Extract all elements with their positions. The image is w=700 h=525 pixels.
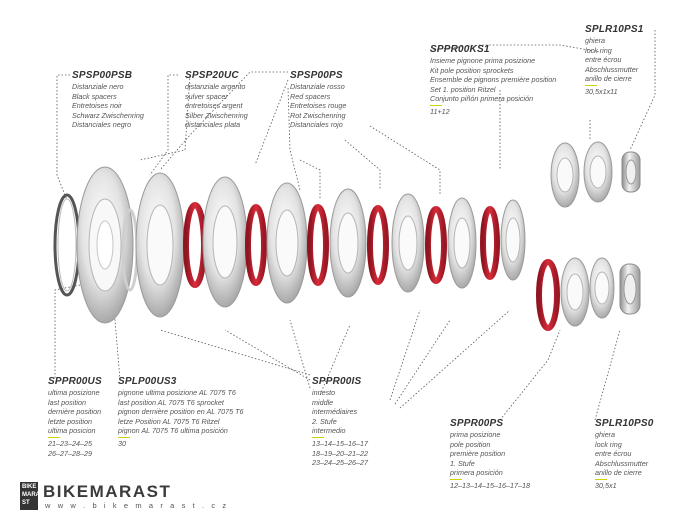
- red-spacer-5: [428, 209, 444, 281]
- size-text: 21–23–24–25: [48, 438, 92, 448]
- accent-underline: [585, 85, 597, 86]
- last-position-sprocket: [77, 167, 133, 323]
- desc-line: Distanciales rojo: [290, 120, 343, 130]
- label-splr10ps1: [585, 24, 644, 97]
- first-position-sprockets-lower: [561, 258, 614, 326]
- part-code: SPLR10PS0: [595, 418, 654, 429]
- desc-line: Schwarz Zwischenring: [72, 110, 144, 120]
- red-spacer-6: [483, 209, 497, 277]
- desc-line: Abschlussmutter: [585, 64, 639, 74]
- accent-underline: [595, 479, 607, 480]
- desc-line: Black spacers: [72, 91, 117, 101]
- label-sppr00ks1: [430, 44, 556, 117]
- desc-line: Distanziale rosso: [290, 82, 345, 91]
- desc-line: Kit pole position sprockets: [430, 65, 514, 75]
- lock-ring-upper: [622, 152, 640, 192]
- label-sppr00ps: [450, 418, 530, 491]
- accent-underline: [48, 437, 60, 438]
- desc-line: letze Position AL 7075 T6 Ritzel: [118, 416, 220, 426]
- size-text: 18–19–20–21–22: [312, 448, 368, 458]
- size-text: 11+12: [430, 106, 450, 116]
- watermark-logo: [20, 482, 38, 510]
- desc-line: lock ring: [595, 439, 622, 449]
- desc-line: Abschlussmutter: [595, 458, 649, 468]
- red-spacer-3: [310, 207, 326, 283]
- part-code: SPSP20UC: [185, 70, 239, 81]
- label-splr10ps0: [595, 418, 654, 491]
- desc-line: entretoises argent: [185, 101, 243, 111]
- logo-text: ST: [22, 500, 30, 506]
- desc-line: dernière position: [48, 407, 102, 417]
- black-spacer-ring: [55, 195, 79, 295]
- desc-line: entre écrou: [585, 55, 622, 65]
- accent-underline: [430, 105, 442, 106]
- desc-line: anillo de cierre: [595, 468, 642, 478]
- label-spsp20uc: [185, 70, 248, 130]
- desc-line: pignone ultima posizione AL 7075 T6: [118, 388, 236, 397]
- sprocket-5: [392, 194, 424, 292]
- desc-line: letzte position: [48, 416, 92, 426]
- desc-line: ghiera: [595, 430, 615, 439]
- desc-line: Rot Zwischenring: [290, 110, 346, 120]
- desc-line: Red spacers: [290, 91, 331, 101]
- desc-line: Entretoises noir: [72, 101, 122, 111]
- red-spacer-4: [370, 208, 386, 282]
- accent-underline: [118, 437, 130, 438]
- size-text: 23–24–25–26–27: [312, 458, 368, 468]
- sprocket-4: [330, 189, 366, 297]
- sprocket-7: [501, 200, 525, 280]
- label-sppr00us: [48, 376, 102, 458]
- desc-line: intermédiaires: [312, 407, 358, 417]
- desc-line: Silber Zwischenring: [185, 110, 248, 120]
- desc-line: ghiera: [585, 36, 605, 45]
- desc-line: 1. Stufe: [450, 458, 475, 468]
- desc-line: primera posición: [450, 468, 503, 478]
- desc-line: intermedio: [312, 426, 346, 436]
- pole-position-kit-upper: [551, 142, 612, 207]
- desc-line: Entretoises rouge: [290, 101, 347, 111]
- desc-line: innesto: [312, 388, 336, 397]
- desc-line: last position: [48, 397, 86, 407]
- part-code: SPSP00PS: [290, 70, 343, 81]
- size-text: 13–14–15–16–17: [312, 438, 368, 448]
- logo-text: MARA: [22, 492, 40, 498]
- desc-line: Distanciales negro: [72, 120, 132, 130]
- part-code: SPSP00PSB: [72, 70, 133, 81]
- size-text: 30: [118, 438, 126, 448]
- size-text: 26–27–28–29: [48, 448, 92, 458]
- desc-line: entre écrou: [595, 449, 632, 459]
- desc-line: prima posizione: [450, 430, 501, 439]
- sprocket-6: [448, 198, 476, 288]
- red-spacer-2: [248, 207, 264, 283]
- part-code: SPPR00KS1: [430, 44, 490, 55]
- sprocket-2: [203, 177, 247, 307]
- desc-line: middle: [312, 397, 334, 407]
- accent-underline: [312, 437, 324, 438]
- desc-line: sulver spacer: [185, 91, 228, 101]
- desc-line: pignon dernière position en AL 7075 T6: [118, 407, 244, 417]
- desc-line: Conjunto piñón primera posición: [430, 94, 534, 104]
- sprocket-3: [267, 183, 307, 303]
- part-code: SPPR00US: [48, 376, 102, 387]
- label-splp00us3: [118, 376, 243, 449]
- size-text: 30,5x1: [595, 480, 617, 490]
- lock-ring-lower: [620, 264, 640, 314]
- desc-line: anillo de cierre: [585, 74, 632, 84]
- desc-line: distanciales plata: [185, 120, 241, 130]
- size-text: 12–13–14–15–16–17–18: [450, 480, 530, 490]
- desc-line: Ensemble de pignons première position: [430, 75, 557, 85]
- desc-line: last position AL 7075 T6 sprocket: [118, 397, 224, 407]
- label-sppr00is: [312, 376, 368, 468]
- label-spsp00ps: [290, 70, 346, 130]
- label-spsp00psb: [72, 70, 144, 130]
- logo-text: BIKE: [22, 484, 37, 490]
- al-sprocket: [136, 173, 184, 317]
- part-code: SPLR10PS1: [585, 24, 644, 35]
- red-spacer-lower: [539, 262, 557, 328]
- desc-line: première position: [450, 449, 506, 459]
- accent-underline: [450, 479, 462, 480]
- desc-line: Distanziale nero: [72, 82, 124, 91]
- desc-line: Set 1. position Ritzel: [430, 84, 496, 94]
- part-code: SPPR00PS: [450, 418, 504, 429]
- desc-line: Insieme pignone prima posizione: [430, 56, 536, 65]
- desc-line: ultima posicion: [48, 426, 96, 436]
- desc-line: 2. Stufe: [312, 416, 337, 426]
- part-code: SPPR00IS: [312, 376, 362, 387]
- desc-line: pignon AL 7075 T6 ultima posición: [118, 426, 228, 436]
- watermark-name: BIKEMARAST: [43, 482, 172, 501]
- desc-line: pole position: [450, 439, 491, 449]
- desc-line: distanziale argento: [185, 82, 246, 91]
- part-code: SPLP00US3: [118, 376, 177, 387]
- desc-line: ultima posizione: [48, 388, 100, 397]
- desc-line: lock ring: [585, 45, 612, 55]
- watermark-url: w w w . b i k e m a r a s t . c z: [45, 501, 229, 510]
- size-text: 30,5x1x11: [585, 86, 618, 96]
- red-spacer-1: [186, 205, 204, 285]
